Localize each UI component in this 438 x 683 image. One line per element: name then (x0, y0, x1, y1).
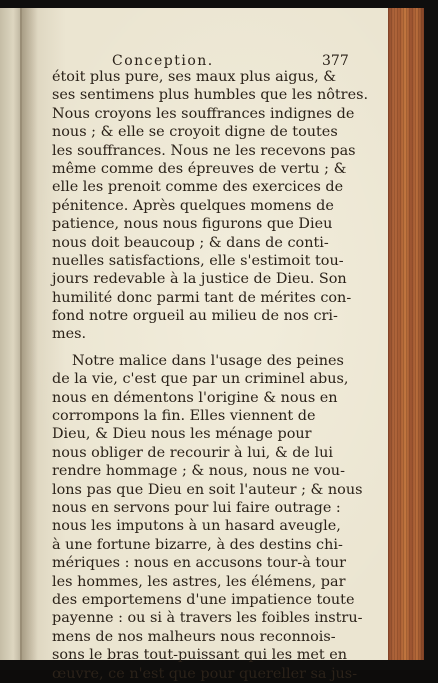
body-text (52, 68, 380, 683)
text-line: ses sentimens plus humbles que les nôtres. (52, 87, 369, 104)
paragraph-2 (52, 352, 380, 683)
text-line: mens de nos malheurs nous reconnois- (52, 628, 336, 645)
paragraph-1 (52, 68, 380, 344)
text-line: des emportemens d'une impatience toute (52, 591, 355, 608)
text-line: les souffrances. Nous ne les recevons pas (52, 142, 356, 159)
text-line: les hommes, les astres, les élémens, par (52, 573, 346, 590)
text-line: œuvre, ce n'est que pour quereller sa jus- (52, 665, 358, 682)
page-number: 377 (322, 53, 349, 69)
text-line: même comme des épreuves de vertu ; & (52, 160, 347, 177)
text-line: nous doit beaucoup ; & dans de conti- (52, 234, 329, 251)
text-line: mes. (52, 326, 87, 343)
text-line: Notre malice dans l'usage des peines (72, 352, 344, 369)
text-line: Dieu, & Dieu nous les ménage pour (52, 426, 312, 443)
text-line: étoit plus pure, ses maux plus aigus, & (52, 69, 337, 85)
text-line: Nous croyons les souffrances indignes de (52, 105, 355, 122)
text-line: rendre hommage ; & nous, nous ne vou- (52, 463, 345, 480)
text-line: jours redevable à la justice de Dieu. Son (52, 271, 347, 288)
page-edges (388, 8, 424, 660)
text-line: nous ; & elle se croyoit digne de toutes (52, 124, 338, 141)
text-line: nuelles satisfactions, elle s'estimoit tou- (52, 252, 344, 269)
text-line: patience, nous nous figurons que Dieu (52, 216, 333, 233)
text-line: elle les prenoit comme des exercices de (52, 179, 344, 196)
text-line: mériques : nous en accusons tour-à tour (52, 555, 346, 572)
text-line: pénitence. Après quelques momens de (52, 197, 334, 214)
text-line: fond notre orgueil au milieu de nos cri- (52, 308, 338, 325)
text-line: de la vie, c'est que par un criminel abus, (52, 371, 349, 388)
text-line: humilité donc parmi tant de mérites con- (52, 289, 352, 306)
text-line: payenne : ou si à travers les foibles instru- (52, 610, 363, 627)
text-line: sons le bras tout-puissant qui les met en (52, 647, 348, 664)
text-line: nous en démentons l'origine & nous en (52, 389, 338, 406)
text-line: lons pas que Dieu en soit l'auteur ; & nous (52, 481, 363, 498)
text-line: nous obliger de recourir à lui, & de lui (52, 444, 333, 461)
text-line: nous les imputons à un hasard aveugle, (52, 518, 341, 535)
text-line: corrompons la fin. Elles viennent de (52, 408, 316, 425)
text-line: nous en servons pour lui faire outrage : (52, 499, 341, 516)
spine-shadow (20, 8, 38, 660)
text-line: à une fortune bizarre, à des destins chi- (52, 536, 343, 553)
running-head: Conception. (112, 53, 214, 69)
paragraph-gap (52, 344, 380, 352)
